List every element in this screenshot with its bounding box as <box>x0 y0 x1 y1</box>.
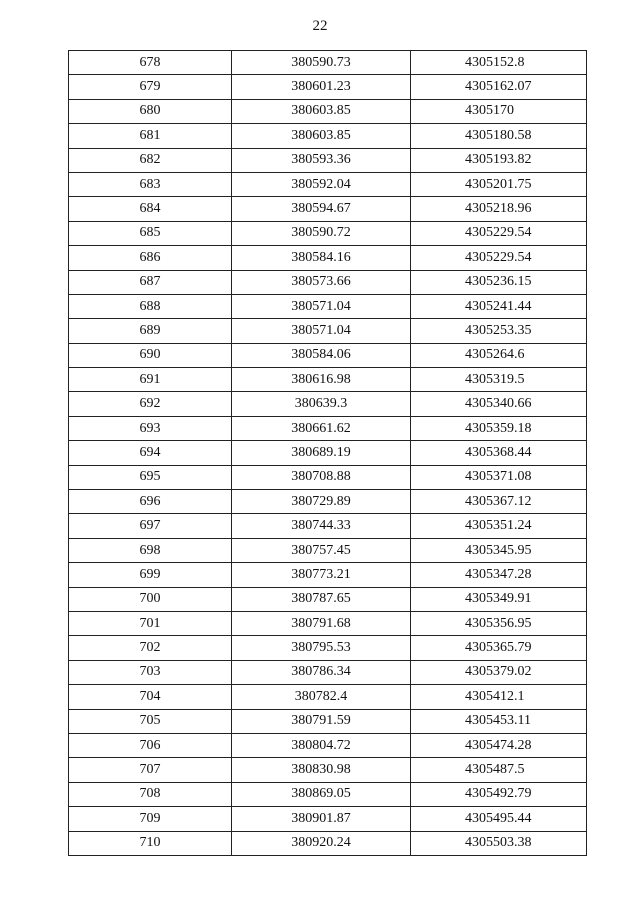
coordinates-table <box>68 50 587 856</box>
point-number-cell: 680 <box>69 99 232 123</box>
point-number-cell: 693 <box>69 416 232 440</box>
point-number-cell: 706 <box>69 733 232 757</box>
point-number-cell: 694 <box>69 441 232 465</box>
table-row <box>69 807 587 831</box>
point-number-cell: 689 <box>69 319 232 343</box>
y-coordinate-cell: 4305359.18 <box>411 416 587 440</box>
point-number-cell: 707 <box>69 758 232 782</box>
point-number-cell: 686 <box>69 246 232 270</box>
x-coordinate-cell: 380744.33 <box>232 514 411 538</box>
table-row <box>69 368 587 392</box>
page-number: 22 <box>312 18 328 34</box>
y-coordinate-cell: 4305264.6 <box>411 343 587 367</box>
y-coordinate-cell: 4305412.1 <box>411 685 587 709</box>
y-coordinate-cell: 4305340.66 <box>411 392 587 416</box>
y-coordinate-cell: 4305487.5 <box>411 758 587 782</box>
x-coordinate-cell: 380590.72 <box>232 221 411 245</box>
table-row <box>69 51 587 75</box>
y-coordinate-cell: 4305170 <box>411 99 587 123</box>
x-coordinate-cell: 380791.59 <box>232 709 411 733</box>
point-number-cell: 688 <box>69 294 232 318</box>
point-number-cell: 690 <box>69 343 232 367</box>
point-number-cell: 709 <box>69 807 232 831</box>
table-row <box>69 733 587 757</box>
x-coordinate-cell: 380773.21 <box>232 563 411 587</box>
y-coordinate-cell: 4305218.96 <box>411 197 587 221</box>
table-row <box>69 831 587 855</box>
table-row <box>69 75 587 99</box>
x-coordinate-cell: 380901.87 <box>232 807 411 831</box>
point-number-cell: 682 <box>69 148 232 172</box>
y-coordinate-cell: 4305229.54 <box>411 246 587 270</box>
x-coordinate-cell: 380594.67 <box>232 197 411 221</box>
point-number-cell: 678 <box>69 51 232 75</box>
point-number-cell: 679 <box>69 75 232 99</box>
x-coordinate-cell: 380639.3 <box>232 392 411 416</box>
x-coordinate-cell: 380584.16 <box>232 246 411 270</box>
y-coordinate-cell: 4305349.91 <box>411 587 587 611</box>
y-coordinate-cell: 4305152.8 <box>411 51 587 75</box>
x-coordinate-cell: 380590.73 <box>232 51 411 75</box>
y-coordinate-cell: 4305371.08 <box>411 465 587 489</box>
table-row <box>69 99 587 123</box>
point-number-cell: 699 <box>69 563 232 587</box>
x-coordinate-cell: 380601.23 <box>232 75 411 99</box>
y-coordinate-cell: 4305367.12 <box>411 490 587 514</box>
point-number-cell: 704 <box>69 685 232 709</box>
x-coordinate-cell: 380786.34 <box>232 660 411 684</box>
x-coordinate-cell: 380616.98 <box>232 368 411 392</box>
y-coordinate-cell: 4305229.54 <box>411 221 587 245</box>
x-coordinate-cell: 380830.98 <box>232 758 411 782</box>
x-coordinate-cell: 380592.04 <box>232 172 411 196</box>
table-row <box>69 758 587 782</box>
y-coordinate-cell: 4305495.44 <box>411 807 587 831</box>
x-coordinate-cell: 380729.89 <box>232 490 411 514</box>
table-row <box>69 685 587 709</box>
y-coordinate-cell: 4305253.35 <box>411 319 587 343</box>
y-coordinate-cell: 4305162.07 <box>411 75 587 99</box>
point-number-cell: 692 <box>69 392 232 416</box>
point-number-cell: 681 <box>69 124 232 148</box>
table-row <box>69 392 587 416</box>
point-number-cell: 708 <box>69 782 232 806</box>
table-row <box>69 782 587 806</box>
y-coordinate-cell: 4305379.02 <box>411 660 587 684</box>
point-number-cell: 696 <box>69 490 232 514</box>
point-number-cell: 703 <box>69 660 232 684</box>
table-row <box>69 343 587 367</box>
table-row <box>69 270 587 294</box>
point-number-cell: 710 <box>69 831 232 855</box>
point-number-cell: 691 <box>69 368 232 392</box>
table-row <box>69 465 587 489</box>
table-row <box>69 490 587 514</box>
point-number-cell: 702 <box>69 636 232 660</box>
point-number-cell: 684 <box>69 197 232 221</box>
x-coordinate-cell: 380795.53 <box>232 636 411 660</box>
table-row <box>69 709 587 733</box>
table-row <box>69 416 587 440</box>
y-coordinate-cell: 4305241.44 <box>411 294 587 318</box>
point-number-cell: 700 <box>69 587 232 611</box>
x-coordinate-cell: 380603.85 <box>232 99 411 123</box>
coordinates-table-body <box>69 51 587 856</box>
y-coordinate-cell: 4305351.24 <box>411 514 587 538</box>
table-row <box>69 563 587 587</box>
table-row <box>69 441 587 465</box>
y-coordinate-cell: 4305453.11 <box>411 709 587 733</box>
table-row <box>69 221 587 245</box>
x-coordinate-cell: 380782.4 <box>232 685 411 709</box>
y-coordinate-cell: 4305368.44 <box>411 441 587 465</box>
x-coordinate-cell: 380603.85 <box>232 124 411 148</box>
point-number-cell: 698 <box>69 538 232 562</box>
x-coordinate-cell: 380791.68 <box>232 611 411 635</box>
y-coordinate-cell: 4305492.79 <box>411 782 587 806</box>
y-coordinate-cell: 4305319.5 <box>411 368 587 392</box>
point-number-cell: 705 <box>69 709 232 733</box>
table-row <box>69 294 587 318</box>
table-row <box>69 587 587 611</box>
point-number-cell: 683 <box>69 172 232 196</box>
table-row <box>69 148 587 172</box>
table-row <box>69 660 587 684</box>
x-coordinate-cell: 380584.06 <box>232 343 411 367</box>
x-coordinate-cell: 380708.88 <box>232 465 411 489</box>
table-row <box>69 514 587 538</box>
table-row <box>69 636 587 660</box>
y-coordinate-cell: 4305193.82 <box>411 148 587 172</box>
x-coordinate-cell: 380593.36 <box>232 148 411 172</box>
y-coordinate-cell: 4305365.79 <box>411 636 587 660</box>
point-number-cell: 701 <box>69 611 232 635</box>
table-row <box>69 246 587 270</box>
y-coordinate-cell: 4305503.38 <box>411 831 587 855</box>
table-row <box>69 197 587 221</box>
x-coordinate-cell: 380573.66 <box>232 270 411 294</box>
y-coordinate-cell: 4305356.95 <box>411 611 587 635</box>
x-coordinate-cell: 380920.24 <box>232 831 411 855</box>
x-coordinate-cell: 380689.19 <box>232 441 411 465</box>
y-coordinate-cell: 4305347.28 <box>411 563 587 587</box>
x-coordinate-cell: 380661.62 <box>232 416 411 440</box>
y-coordinate-cell: 4305345.95 <box>411 538 587 562</box>
table-row <box>69 172 587 196</box>
x-coordinate-cell: 380787.65 <box>232 587 411 611</box>
table-row <box>69 319 587 343</box>
point-number-cell: 697 <box>69 514 232 538</box>
table-row <box>69 538 587 562</box>
table-row <box>69 124 587 148</box>
x-coordinate-cell: 380757.45 <box>232 538 411 562</box>
point-number-cell: 687 <box>69 270 232 294</box>
table-row <box>69 611 587 635</box>
y-coordinate-cell: 4305180.58 <box>411 124 587 148</box>
point-number-cell: 685 <box>69 221 232 245</box>
y-coordinate-cell: 4305236.15 <box>411 270 587 294</box>
x-coordinate-cell: 380869.05 <box>232 782 411 806</box>
x-coordinate-cell: 380571.04 <box>232 319 411 343</box>
x-coordinate-cell: 380571.04 <box>232 294 411 318</box>
point-number-cell: 695 <box>69 465 232 489</box>
x-coordinate-cell: 380804.72 <box>232 733 411 757</box>
y-coordinate-cell: 4305201.75 <box>411 172 587 196</box>
y-coordinate-cell: 4305474.28 <box>411 733 587 757</box>
